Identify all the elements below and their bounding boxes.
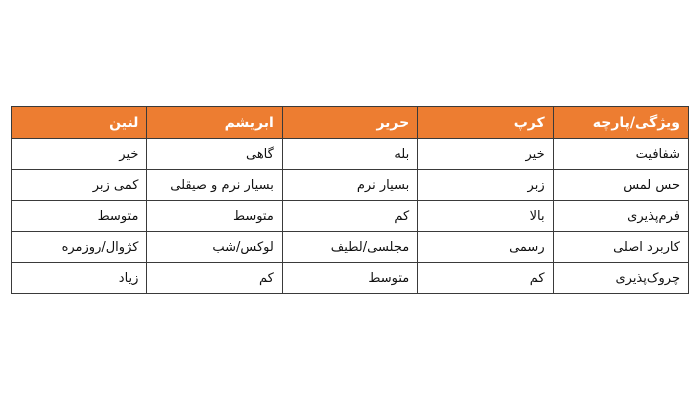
table-row <box>12 232 689 263</box>
table-row <box>12 170 689 201</box>
table-cell: خیر <box>12 139 147 170</box>
table-cell: کاربرد اصلی <box>553 232 688 263</box>
table-row <box>12 263 689 294</box>
table-cell: متوسط <box>12 201 147 232</box>
table-row <box>12 139 689 170</box>
table-cell: فرم‌پذیری <box>553 201 688 232</box>
table-cell: زیاد <box>12 263 147 294</box>
comparison-table-container <box>11 106 689 294</box>
table-cell: گاهی <box>147 139 282 170</box>
table-header <box>12 107 689 139</box>
fabric-comparison-table <box>11 106 689 294</box>
table-cell: کم <box>418 263 553 294</box>
table-cell: بله <box>282 139 417 170</box>
table-cell: چروک‌پذیری <box>553 263 688 294</box>
table-cell: بسیار نرم و صیقلی <box>147 170 282 201</box>
table-cell: کم <box>147 263 282 294</box>
table-cell: شفافیت <box>553 139 688 170</box>
table-cell: لوکس/شب <box>147 232 282 263</box>
table-cell: رسمی <box>418 232 553 263</box>
table-cell: متوسط <box>147 201 282 232</box>
table-cell: بسیار نرم <box>282 170 417 201</box>
header-cell-silk: ابریشم <box>147 107 282 139</box>
table-cell: خیر <box>418 139 553 170</box>
table-cell: کمی زبر <box>12 170 147 201</box>
table-cell: کم <box>282 201 417 232</box>
header-cell-linen: لنین <box>12 107 147 139</box>
table-body <box>12 139 689 294</box>
table-cell: حس لمس <box>553 170 688 201</box>
table-cell: بالا <box>418 201 553 232</box>
table-cell: مجلسی/لطیف <box>282 232 417 263</box>
header-cell-feature: ویژگی/پارچه <box>553 107 688 139</box>
header-cell-chiffon: حریر <box>282 107 417 139</box>
table-row <box>12 201 689 232</box>
header-cell-crepe: کرپ <box>418 107 553 139</box>
table-cell: زبر <box>418 170 553 201</box>
table-cell: متوسط <box>282 263 417 294</box>
table-cell: کژوال/روزمره <box>12 232 147 263</box>
header-row <box>12 107 689 139</box>
